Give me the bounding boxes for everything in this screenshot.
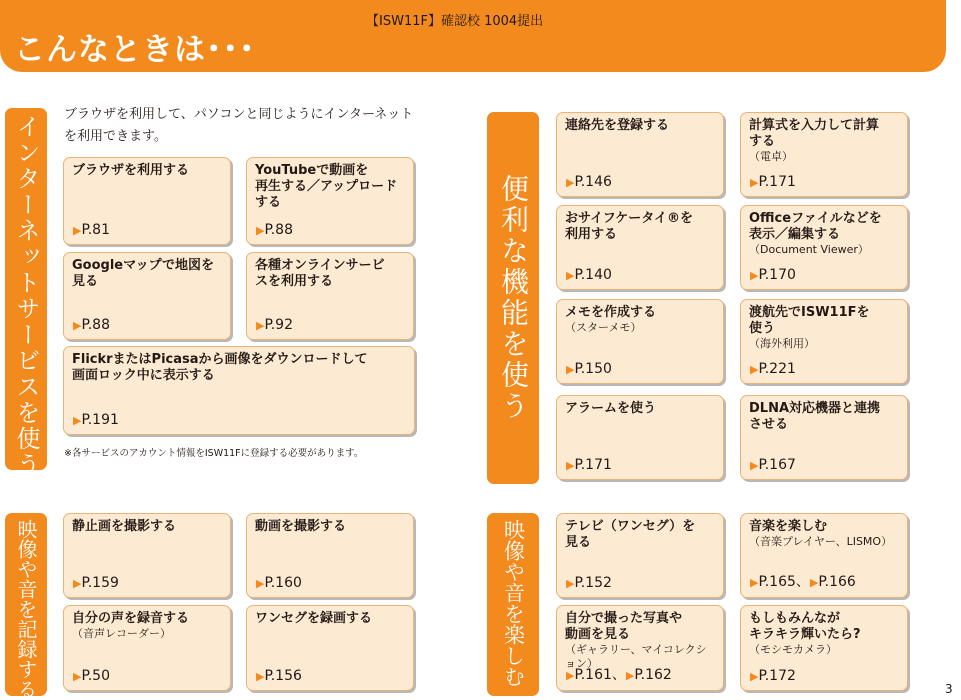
triangle-right-icon: ▶ (566, 577, 575, 590)
ref-separator: 、 (795, 574, 810, 590)
page-ref-label: P.140 (574, 267, 612, 283)
card-title: DLNA対応機器と連携 させる (749, 401, 881, 432)
triangle-right-icon: ▶ (256, 577, 265, 590)
triangle-right-icon: ▶ (750, 176, 759, 189)
proof-note: 【ISW11F】確認校 1004提出 (366, 14, 544, 29)
triangle-right-icon: ▶ (256, 224, 265, 237)
page-ref-label: P.88 (264, 222, 293, 238)
card-browser[interactable] (63, 157, 231, 245)
triangle-right-icon: ▶ (73, 414, 82, 427)
triangle-right-icon: ▶ (750, 459, 759, 472)
card-subtitle: （Document Viewer） (749, 243, 869, 256)
section-tab-enjoy (487, 513, 539, 696)
card-memo[interactable] (556, 299, 724, 384)
triangle-right-icon: ▶ (73, 224, 82, 237)
triangle-right-icon: ▶ (566, 459, 575, 472)
card-subtitle: （音声レコーダー） (72, 627, 171, 640)
page-ref-label: P.146 (574, 174, 612, 190)
card-title: 各種オンラインサービ スを利用する (255, 258, 385, 289)
page-ref[interactable] (566, 575, 612, 591)
triangle-right-icon: ▶ (73, 577, 82, 590)
page-ref[interactable] (566, 664, 672, 684)
page-number: 3 (945, 682, 953, 696)
page-ref-label: P.92 (264, 317, 293, 333)
triangle-right-icon: ▶ (566, 363, 575, 376)
page-ref[interactable] (256, 317, 293, 333)
page-ref[interactable] (750, 571, 856, 591)
card-contacts[interactable] (556, 112, 724, 197)
card-title: ブラウザを利用する (72, 163, 190, 178)
triangle-right-icon: ▶ (750, 576, 759, 589)
card-office-files[interactable] (740, 205, 908, 290)
card-title: FlickrまたはPicasaから画像をダウンロードして 画面ロック中に表示する (72, 352, 368, 383)
card-title: ワンセグを録画する (255, 611, 373, 626)
card-title: アラームを使う (565, 401, 657, 416)
page-title: こんなときは･･･ (14, 32, 256, 68)
page-ref[interactable] (566, 457, 612, 473)
section-tab-useful (487, 112, 539, 484)
card-alarm[interactable] (556, 395, 724, 480)
card-title: おサイフケータイ®を 利用する (565, 211, 694, 242)
page-ref[interactable] (256, 668, 302, 684)
page-ref-label: P.150 (574, 361, 612, 377)
card-title: もしもみんなが キラキラ輝いたら? (749, 611, 861, 642)
page-ref[interactable] (750, 174, 796, 190)
card-title: 静止画を撮影する (72, 519, 177, 534)
card-subtitle: （ギャラリー、マイコレクション） (565, 643, 707, 670)
triangle-right-icon: ▶ (256, 319, 265, 332)
triangle-right-icon: ▶ (566, 176, 575, 189)
card-photo[interactable] (63, 513, 231, 598)
page-ref-label: P.50 (81, 668, 110, 684)
card-music[interactable] (740, 513, 908, 598)
page-ref[interactable] (750, 457, 796, 473)
card-dlna[interactable] (740, 395, 908, 480)
section-tab-label: 映像や音を楽しむ (501, 519, 526, 687)
card-gallery[interactable] (556, 605, 724, 691)
triangle-right-icon: ▶ (566, 269, 575, 282)
page-ref-label: P.167 (758, 457, 796, 473)
card-title: メモを作成する (565, 305, 657, 320)
page-ref[interactable] (750, 668, 796, 684)
ref-separator: 、 (611, 667, 626, 683)
page-ref-label: P.171 (574, 457, 612, 473)
card-youtube[interactable] (246, 157, 414, 245)
section-tab-record (5, 513, 47, 699)
page-ref[interactable] (73, 668, 110, 684)
page-ref-label: P.156 (264, 668, 302, 684)
page-ref-label: P.88 (81, 317, 110, 333)
page-ref[interactable] (256, 222, 293, 238)
card-title: テレビ（ワンセグ）を 見る (565, 519, 696, 550)
page-ref-label: P.170 (758, 267, 796, 283)
card-flickr-picasa[interactable] (63, 346, 415, 435)
card-title: 計算式を入力して計算 する (749, 118, 880, 149)
page-ref-label: P.161 (574, 667, 612, 683)
card-tv[interactable] (556, 513, 724, 598)
header-banner (0, 0, 946, 72)
section-tab-label: 映像や音を記録する (14, 519, 38, 699)
page-ref-label: P.221 (758, 361, 796, 377)
section-tab-label: 便利な機能を使う (497, 174, 530, 422)
page-ref[interactable] (566, 174, 612, 190)
page-ref-label: P.166 (818, 574, 856, 590)
card-voice-recorder[interactable] (63, 605, 231, 691)
page-ref-label: P.162 (634, 667, 672, 683)
page-ref[interactable] (73, 317, 110, 333)
card-title: YouTubeで動画を 再生する／アップロードする (255, 163, 398, 210)
card-subtitle: （音楽プレイヤー、LISMO） (749, 535, 893, 548)
page-ref[interactable] (256, 575, 302, 591)
page-ref[interactable] (73, 222, 110, 238)
internet-intro: ブラウザを利用して、パソコンと同じようにインターネットを利用できます。 (64, 107, 414, 144)
page-ref-label: P.171 (758, 174, 796, 190)
card-title: Googleマップで地図を 見る (72, 258, 214, 289)
card-moshimo-camera[interactable] (740, 605, 908, 691)
card-subtitle: （スターメモ） (565, 321, 642, 334)
card-video[interactable] (246, 513, 414, 598)
card-google-maps[interactable] (63, 252, 231, 340)
card-title: 音楽を楽しむ (749, 519, 828, 534)
card-oneseg-record[interactable] (246, 605, 414, 691)
card-subtitle: （モシモカメラ） (749, 643, 837, 656)
page-ref-label: P.165 (758, 574, 796, 590)
page-ref[interactable] (566, 267, 612, 283)
card-title: 動画を撮影する (255, 519, 347, 534)
section-tab-label: インターネットサービスを使う (12, 114, 40, 478)
triangle-right-icon: ▶ (73, 670, 82, 683)
page-ref-label: P.160 (264, 575, 302, 591)
triangle-right-icon: ▶ (625, 669, 635, 682)
triangle-right-icon: ▶ (809, 576, 819, 589)
page-ref[interactable] (73, 412, 119, 428)
page-ref[interactable] (750, 267, 796, 283)
card-calculator[interactable] (740, 112, 908, 197)
card-title: Officeファイルなどを 表示／編集する (749, 211, 882, 242)
page-ref-label: P.152 (574, 575, 612, 591)
card-title: 渡航先でISW11Fを 使う (749, 305, 870, 336)
page-ref-label: P.159 (81, 575, 119, 591)
triangle-right-icon: ▶ (750, 363, 759, 376)
card-title: 連絡先を登録する (565, 118, 670, 133)
card-online-services[interactable] (246, 252, 414, 340)
card-subtitle: （海外利用） (749, 337, 815, 350)
page-ref[interactable] (750, 361, 796, 377)
page-ref[interactable] (566, 361, 612, 377)
internet-footnote: ※各サービスのアカウント情報をISW11Fに登録する必要があります。 (64, 448, 364, 459)
triangle-right-icon: ▶ (566, 669, 575, 682)
card-osaifu-keitai[interactable] (556, 205, 724, 290)
triangle-right-icon: ▶ (73, 319, 82, 332)
triangle-right-icon: ▶ (750, 269, 759, 282)
page-ref-label: P.191 (81, 412, 119, 428)
page-ref-label: P.81 (81, 222, 110, 238)
section-tab-internet (5, 108, 47, 478)
card-title: 自分で撮った写真や 動画を見る (565, 611, 683, 642)
card-subtitle: （電卓） (749, 150, 793, 163)
triangle-right-icon: ▶ (750, 670, 759, 683)
card-title: 自分の声を録音する (72, 611, 190, 626)
card-overseas[interactable] (740, 299, 908, 384)
page-ref[interactable] (73, 575, 119, 591)
page-ref-label: P.172 (758, 668, 796, 684)
triangle-right-icon: ▶ (256, 670, 265, 683)
